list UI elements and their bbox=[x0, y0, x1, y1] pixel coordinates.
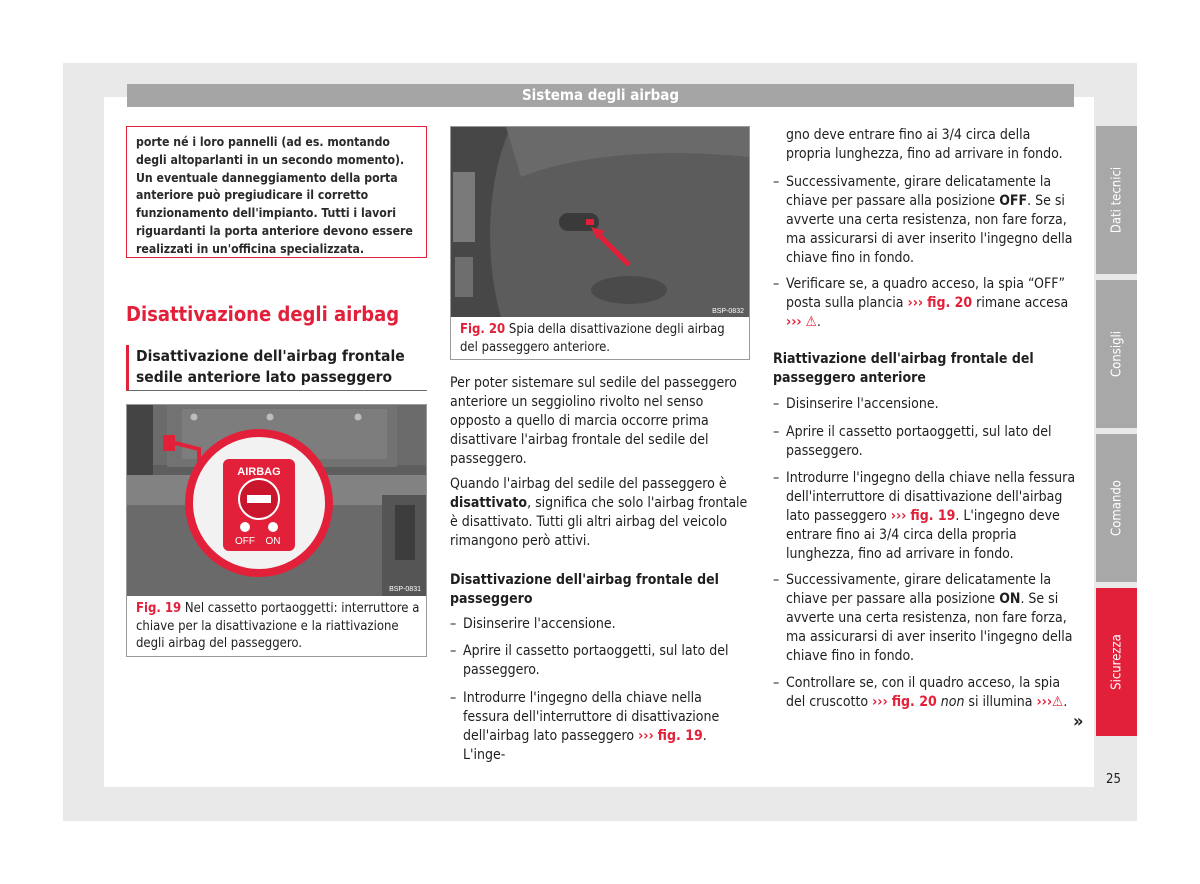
continue-marker: » bbox=[1073, 711, 1084, 732]
list-item bbox=[773, 571, 1076, 666]
reference-arrow: ››› bbox=[872, 694, 888, 710]
text-run: . Se si avverte una certa resistenza, non fare forza, ma assicurarsi di aver inserito l'ingegno della chiave fino in fondo. bbox=[786, 591, 1073, 664]
text-run: , significa che solo l'airbag frontale è disattivato. Tutti gli altri airbag del veicolo rimangono però attivi. bbox=[450, 495, 748, 549]
paragraph-continued: gno deve entrare fino ai 3/4 circa della propria lunghezza, fino ad arrivare in fondo. bbox=[786, 127, 1063, 162]
paragraph-intro: Per poter sistemare sul sedile del passeggero anteriore un seggiolino rivolto nel senso opposto a quello di marcia occorre prima disattivare l'airbag frontale del sedile del passeggero. bbox=[450, 375, 737, 467]
tab-label: Dati tecnici bbox=[1109, 166, 1124, 234]
list-item: – Controllare se, con il quadro acceso, la spia del cruscotto ››› fig. 20 non si illumina ›››⚠. bbox=[773, 674, 1076, 712]
text-run: Successivamente, girare delicatamente la chiave per passare alla posizione bbox=[786, 572, 1052, 607]
figure-reference-link[interactable]: fig. 19 bbox=[910, 508, 956, 524]
section-title: Disattivazione degli airbag bbox=[126, 302, 400, 326]
caption-text: Nel cassetto portaoggetti: interruttore a chiave per la disattivazione e la riattivazione degli airbag del passeggero. bbox=[136, 601, 420, 651]
reference-arrow: ››› bbox=[907, 295, 924, 311]
tab-sicurezza[interactable] bbox=[1096, 588, 1137, 736]
text-run: Quando l'airbag del sedile del passeggero è bbox=[450, 476, 727, 492]
text-run: rimane accesa bbox=[972, 295, 1069, 311]
switch-on-text: ON bbox=[265, 536, 281, 547]
bold-term: OFF bbox=[999, 193, 1028, 209]
subheading-deactivation: Disattivazione dell'airbag frontale del passeggero bbox=[450, 572, 719, 607]
bold-term: disattivato bbox=[450, 495, 528, 511]
text-run: Introdurre l'ingegno della chiave nella fessura dell'interruttore di disattivazione dell'airbag lato passeggero bbox=[463, 690, 720, 744]
warning-text: porte né i loro pannelli (ad es. montando degli altoparlanti in un secondo momento). Un eventuale danneggiamento della porta anteriore può pregiudicare il corretto funzionamento dell'impianto. Tutti i lavori riguardanti la porta anteriore devono essere realizzati in un'officina specializzata. bbox=[136, 135, 413, 256]
figure-label: Fig. 20 bbox=[460, 322, 506, 337]
text-run: . L'ingegno deve entrare fino ai 3/4 circa della propria lunghezza, fino ad arrivare in fondo. bbox=[786, 508, 1060, 562]
text-run: Controllare se, con il quadro acceso, la spia del cruscotto bbox=[786, 675, 1061, 710]
text-run: . Se si avverte una certa resistenza, non fare forza, ma assicurarsi di aver inserito l'ingegno della chiave fino in fondo. bbox=[786, 193, 1073, 266]
bold-term: ON bbox=[999, 591, 1021, 607]
figure-code: BSP-0831 bbox=[389, 586, 421, 593]
warning-triangle-icon[interactable]: ⚠ bbox=[1052, 694, 1064, 710]
tab-label: Comando bbox=[1109, 480, 1124, 536]
tab-consigli[interactable] bbox=[1096, 280, 1137, 428]
figure-reference-link[interactable]: fig. 20 bbox=[927, 295, 973, 311]
text-run: Verificare se, a quadro acceso, la spia “OFF” posta sulla plancia bbox=[786, 276, 1065, 311]
list-item: – Verificare se, a quadro acceso, la spia “OFF” posta sulla plancia ››› fig. 20 rimane accesa ››› ⚠. bbox=[773, 275, 1076, 332]
caption-text: Spia della disattivazione degli airbag del passeggero anteriore. bbox=[460, 322, 725, 355]
subheading-reactivation: Riattivazione dell'airbag frontale del passeggero anteriore bbox=[773, 351, 1034, 386]
switch-title-text: AIRBAG bbox=[237, 466, 281, 478]
list-item bbox=[773, 469, 1076, 564]
italic-term: non bbox=[940, 694, 965, 710]
reference-arrow: ››› bbox=[890, 508, 907, 524]
tab-dati-tecnici[interactable] bbox=[1096, 126, 1137, 274]
tab-comando[interactable] bbox=[1096, 434, 1137, 582]
reference-arrow: ››› bbox=[1036, 694, 1053, 710]
list-item: – Aprire il cassetto portaoggetti, sul lato del passeggero. bbox=[773, 423, 1076, 461]
subsection-title: Disattivazione dell'airbag frontale sedile anteriore lato passeggero bbox=[136, 347, 405, 386]
subsection-heading bbox=[126, 345, 427, 391]
tab-label: Consigli bbox=[1109, 330, 1124, 378]
figure-label: Fig. 19 bbox=[136, 601, 182, 616]
text-run: Successivamente, girare delicatamente la chiave per passare alla posizione bbox=[786, 174, 1052, 209]
text-run: Introdurre l'ingegno della chiave nella fessura dell'interruttore di disattivazione dell'airbag lato passeggero bbox=[786, 470, 1076, 524]
figure-reference-link[interactable]: fig. 19 bbox=[657, 728, 703, 744]
figure-19-caption bbox=[136, 600, 421, 653]
warning-box bbox=[126, 126, 427, 258]
switch-off-text: OFF bbox=[235, 536, 255, 547]
warning-triangle-icon[interactable]: ⚠ bbox=[805, 314, 817, 330]
page-number: 25 bbox=[1106, 772, 1121, 787]
reference-arrow: ››› bbox=[786, 314, 802, 330]
text-run: . L'inge- bbox=[463, 728, 707, 763]
list-item: – Disinserire l'accensione. bbox=[773, 395, 1076, 414]
list-item bbox=[773, 173, 1076, 268]
figure-20-caption bbox=[460, 321, 744, 356]
list-item: – Disinserire l'accensione. bbox=[450, 615, 752, 634]
figure-code: BSP-0832 bbox=[712, 308, 744, 315]
list-item bbox=[450, 689, 752, 765]
figure-19 bbox=[126, 404, 427, 657]
page-header-title: Sistema degli airbag bbox=[521, 86, 680, 104]
figure-20 bbox=[450, 126, 750, 360]
text-run: si illumina bbox=[964, 694, 1033, 710]
paragraph-deactivated bbox=[450, 475, 752, 551]
tab-label: Sicurezza bbox=[1109, 634, 1124, 690]
dashboard-lamp-illustration bbox=[451, 127, 749, 317]
reference-arrow: ››› bbox=[638, 728, 654, 744]
figure-reference-link[interactable]: fig. 20 bbox=[891, 694, 937, 710]
glovebox-switch-illustration bbox=[127, 405, 426, 596]
list-item: – Aprire il cassetto portaoggetti, sul lato del passeggero. bbox=[450, 642, 752, 680]
